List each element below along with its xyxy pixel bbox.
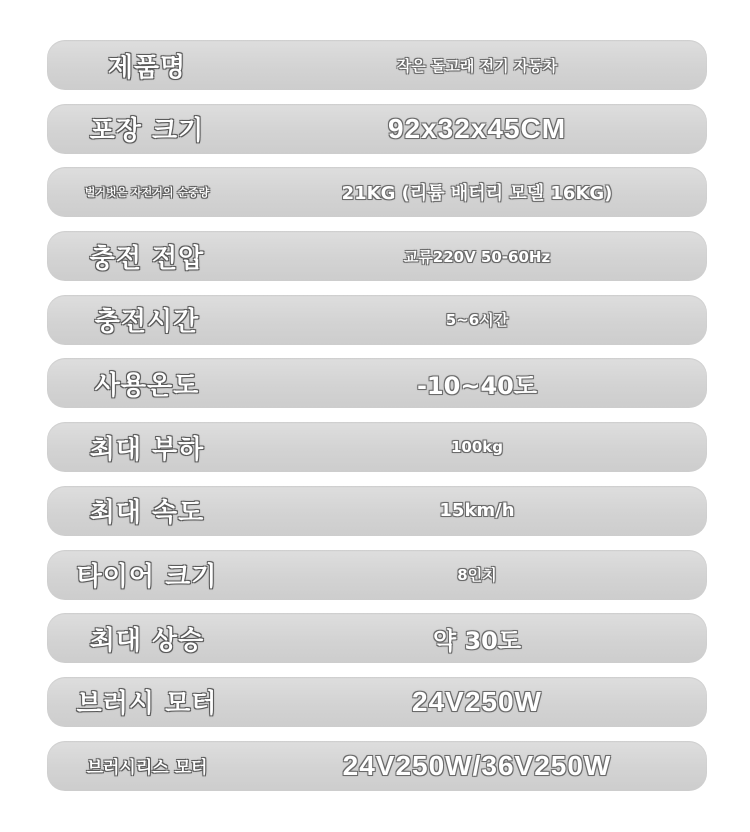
spec-label: 충전 전압 [89,243,205,274]
spec-row-net-weight [47,167,707,217]
spec-value: 24V250W/36V250W [342,749,612,781]
spec-value: 8인치 [457,566,497,584]
spec-row-brush-motor [47,677,707,727]
spec-value: 100kg [450,438,504,457]
spec-value: 92x32x45CM [387,112,567,144]
spec-value: -10~40도 [416,371,538,400]
spec-row-product-name [47,40,707,90]
spec-value: 21KG (리튬 배터리 모델 16KG) [341,183,613,205]
spec-row-max-climb [47,613,707,663]
spec-row-brushless-motor [47,741,707,791]
spec-label: 벌거벗은 자전거의 순중량 [84,186,210,200]
spec-value: 5~6시간 [445,311,509,330]
spec-row-max-speed [47,486,707,536]
spec-label: 브러시 모터 [76,689,218,720]
spec-label: 최대 부하 [89,434,205,465]
spec-value: 약 30도 [432,626,522,655]
spec-label: 최대 속도 [89,498,205,529]
spec-value: 24V250W [412,685,542,717]
spec-label: 제품명 [107,52,187,83]
spec-row-max-load [47,422,707,472]
spec-label: 최대 상승 [89,625,205,656]
spec-value: 15km/h [439,500,515,522]
spec-label: 포장 크기 [89,116,205,147]
spec-label: 충전시간 [94,307,200,338]
spec-row-package-size [47,104,707,154]
spec-table [47,40,707,804]
spec-row-operating-temperature [47,358,707,408]
spec-value: 작은 돌고래 전기 자동차 [396,56,558,75]
spec-label: 사용온도 [94,370,200,401]
spec-label: 브러시리스 모터 [86,758,208,779]
spec-row-tire-size [47,550,707,600]
spec-row-charging-voltage [47,231,707,281]
spec-label: 타이어 크기 [76,562,218,592]
spec-value: 교류220V 50-60Hz [403,247,551,266]
spec-row-charging-time [47,295,707,345]
